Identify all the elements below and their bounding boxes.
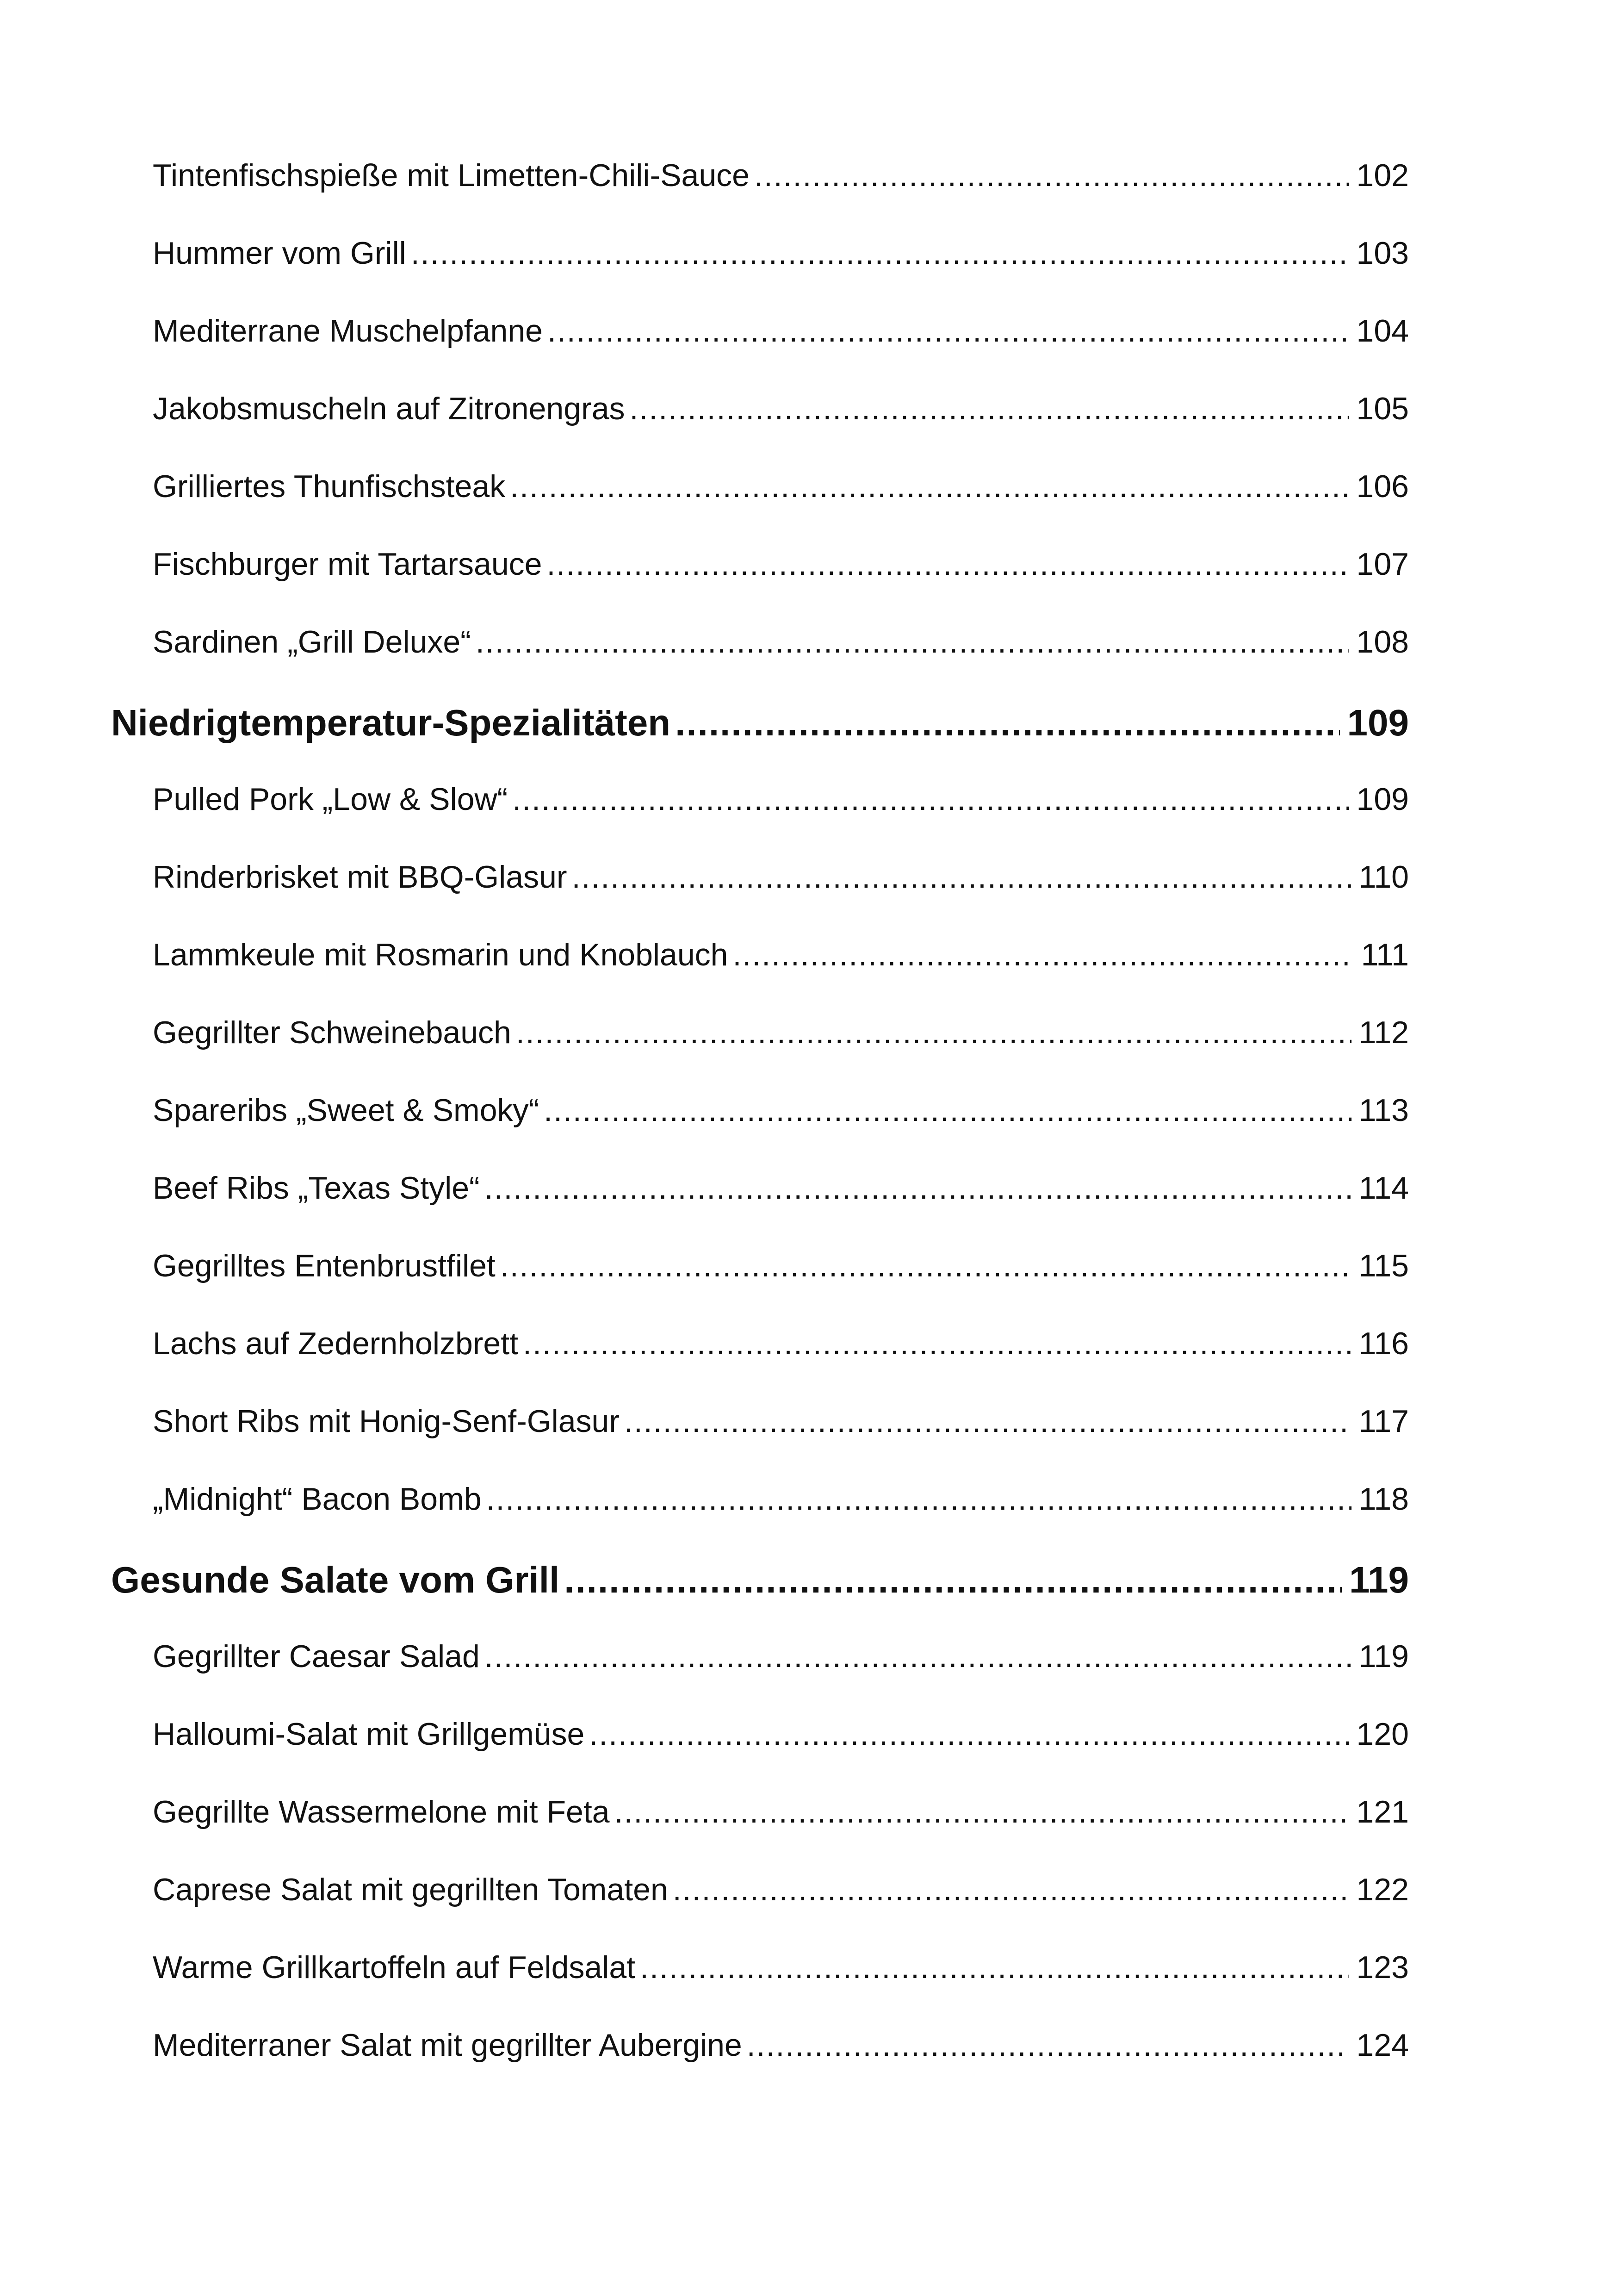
- toc-entry-title: Gegrillter Schweinebauch: [153, 1015, 511, 1050]
- toc-entry[interactable]: [111, 937, 1409, 1014]
- toc-entry-page: 102: [1356, 158, 1409, 193]
- toc-section-title: Gesunde Salate vom Grill: [111, 1559, 560, 1600]
- toc-entry[interactable]: [111, 313, 1409, 391]
- toc-entry-title: Pulled Pork „Low & Slow“: [153, 782, 508, 817]
- toc-entry-page: 105: [1356, 391, 1409, 426]
- toc-entry[interactable]: [111, 859, 1409, 937]
- toc-entry[interactable]: [111, 1170, 1409, 1248]
- toc-section-page: 119: [1349, 1559, 1409, 1600]
- toc-entry-title: „Midnight“ Bacon Bomb: [153, 1481, 482, 1517]
- dot-leader: [589, 1716, 1349, 1752]
- toc-entry-title: Mediterrane Muschelpfanne: [153, 313, 543, 348]
- toc-entry-page: 115: [1358, 1248, 1409, 1283]
- toc-entry-page: 103: [1356, 236, 1409, 271]
- toc-entry[interactable]: [111, 1794, 1409, 1872]
- dot-leader: [500, 1248, 1351, 1284]
- dot-leader: [564, 1559, 1342, 1601]
- dot-leader: [640, 1949, 1349, 1985]
- dot-leader: [675, 702, 1339, 744]
- toc-entry-title: Lachs auf Zedernholzbrett: [153, 1326, 519, 1361]
- dot-leader: [411, 235, 1349, 271]
- toc-entry[interactable]: [111, 1248, 1409, 1325]
- toc-entry-title: Warme Grillkartoffeln auf Feldsalat: [153, 1950, 636, 1985]
- toc-entry-page: 109: [1356, 782, 1409, 817]
- toc-entry-title: Jakobsmuscheln auf Zitronengras: [153, 391, 625, 426]
- toc-entry[interactable]: [111, 624, 1409, 702]
- dot-leader: [512, 781, 1349, 817]
- toc-entry-title: Beef Ribs „Texas Style“: [153, 1170, 480, 1206]
- toc-entry-title: Gegrilltes Entenbrustfilet: [153, 1248, 496, 1283]
- toc-entry[interactable]: [111, 1014, 1409, 1092]
- toc-entry[interactable]: [111, 1403, 1409, 1481]
- toc-entry[interactable]: [111, 1092, 1409, 1170]
- dot-leader: [510, 468, 1349, 504]
- toc-entry-page: 122: [1356, 1872, 1409, 1907]
- dot-leader: [544, 1092, 1351, 1128]
- toc-entry-title: Halloumi-Salat mit Grillgemüse: [153, 1717, 585, 1752]
- toc-entry-page: 107: [1356, 547, 1409, 582]
- toc-entry-page: 116: [1358, 1326, 1409, 1361]
- toc-entry-title: Lammkeule mit Rosmarin und Knoblauch: [153, 937, 728, 972]
- dot-leader: [673, 1872, 1349, 1908]
- toc-entry-page: 104: [1356, 313, 1409, 348]
- toc-entry-title: Gegrillte Wassermelone mit Feta: [153, 1794, 610, 1829]
- table-of-contents: [111, 157, 1409, 2105]
- toc-entry[interactable]: [111, 468, 1409, 546]
- toc-entry-page: 118: [1358, 1481, 1409, 1517]
- toc-entry-page: 117: [1358, 1404, 1409, 1439]
- dot-leader: [484, 1638, 1351, 1674]
- toc-entry-page: 124: [1356, 2028, 1409, 2063]
- toc-section-title: Niedrigtemperatur-Spezialitäten: [111, 702, 671, 743]
- toc-entry-title: Sardinen „Grill Deluxe“: [153, 624, 471, 660]
- toc-entry[interactable]: [111, 1325, 1409, 1403]
- toc-entry[interactable]: [111, 235, 1409, 313]
- toc-entry[interactable]: [111, 1716, 1409, 1794]
- dot-leader: [547, 546, 1349, 582]
- toc-entry[interactable]: [111, 546, 1409, 624]
- dot-leader: [614, 1794, 1349, 1830]
- toc-entry[interactable]: [111, 1481, 1409, 1559]
- toc-entry-title: Grilliertes Thunfischsteak: [153, 469, 506, 504]
- toc-entry-page: 112: [1358, 1015, 1409, 1050]
- dot-leader: [624, 1403, 1351, 1439]
- toc-entry-page: 108: [1356, 624, 1409, 660]
- dot-leader: [754, 157, 1349, 193]
- dot-leader: [547, 313, 1349, 349]
- toc-entry-title: Short Ribs mit Honig-Senf-Glasur: [153, 1404, 620, 1439]
- toc-entry[interactable]: [111, 391, 1409, 468]
- toc-entry[interactable]: [111, 1949, 1409, 2027]
- toc-entry-page: 123: [1356, 1950, 1409, 1985]
- toc-entry-page: 111: [1361, 937, 1409, 972]
- dot-leader: [747, 2027, 1349, 2063]
- toc-entry-page: 106: [1356, 469, 1409, 504]
- toc-entry-title: Rinderbrisket mit BBQ-Glasur: [153, 859, 567, 895]
- dot-leader: [733, 937, 1354, 973]
- dot-leader: [572, 859, 1351, 895]
- toc-entry[interactable]: [111, 1638, 1409, 1716]
- toc-entry-page: 119: [1358, 1639, 1409, 1674]
- toc-entry-page: 120: [1356, 1717, 1409, 1752]
- dot-leader: [630, 391, 1349, 427]
- toc-entry-page: 113: [1358, 1093, 1409, 1128]
- toc-section-heading[interactable]: [111, 702, 1409, 781]
- dot-leader: [523, 1325, 1351, 1362]
- toc-entry[interactable]: [111, 781, 1409, 859]
- toc-section-page: 109: [1347, 702, 1409, 743]
- toc-entry[interactable]: [111, 1872, 1409, 1949]
- toc-entry-page: 121: [1356, 1794, 1409, 1829]
- toc-entry-title: Gegrillter Caesar Salad: [153, 1639, 480, 1674]
- toc-entry[interactable]: [111, 157, 1409, 235]
- toc-entry-title: Hummer vom Grill: [153, 236, 406, 271]
- dot-leader: [516, 1014, 1351, 1051]
- toc-entry-page: 110: [1358, 859, 1409, 895]
- dot-leader: [484, 1170, 1351, 1206]
- toc-entry-title: Fischburger mit Tartarsauce: [153, 547, 542, 582]
- toc-entry-title: Tintenfischspieße mit Limetten-Chili-Sauce: [153, 158, 750, 193]
- toc-entry-title: Caprese Salat mit gegrillten Tomaten: [153, 1872, 668, 1907]
- dot-leader: [476, 624, 1349, 660]
- dot-leader: [486, 1481, 1351, 1517]
- toc-entry-page: 114: [1358, 1170, 1409, 1206]
- toc-entry[interactable]: [111, 2027, 1409, 2105]
- toc-entry-title: Mediterraner Salat mit gegrillter Aubergine: [153, 2028, 742, 2063]
- toc-entry-title: Spareribs „Sweet & Smoky“: [153, 1093, 539, 1128]
- toc-section-heading[interactable]: [111, 1559, 1409, 1638]
